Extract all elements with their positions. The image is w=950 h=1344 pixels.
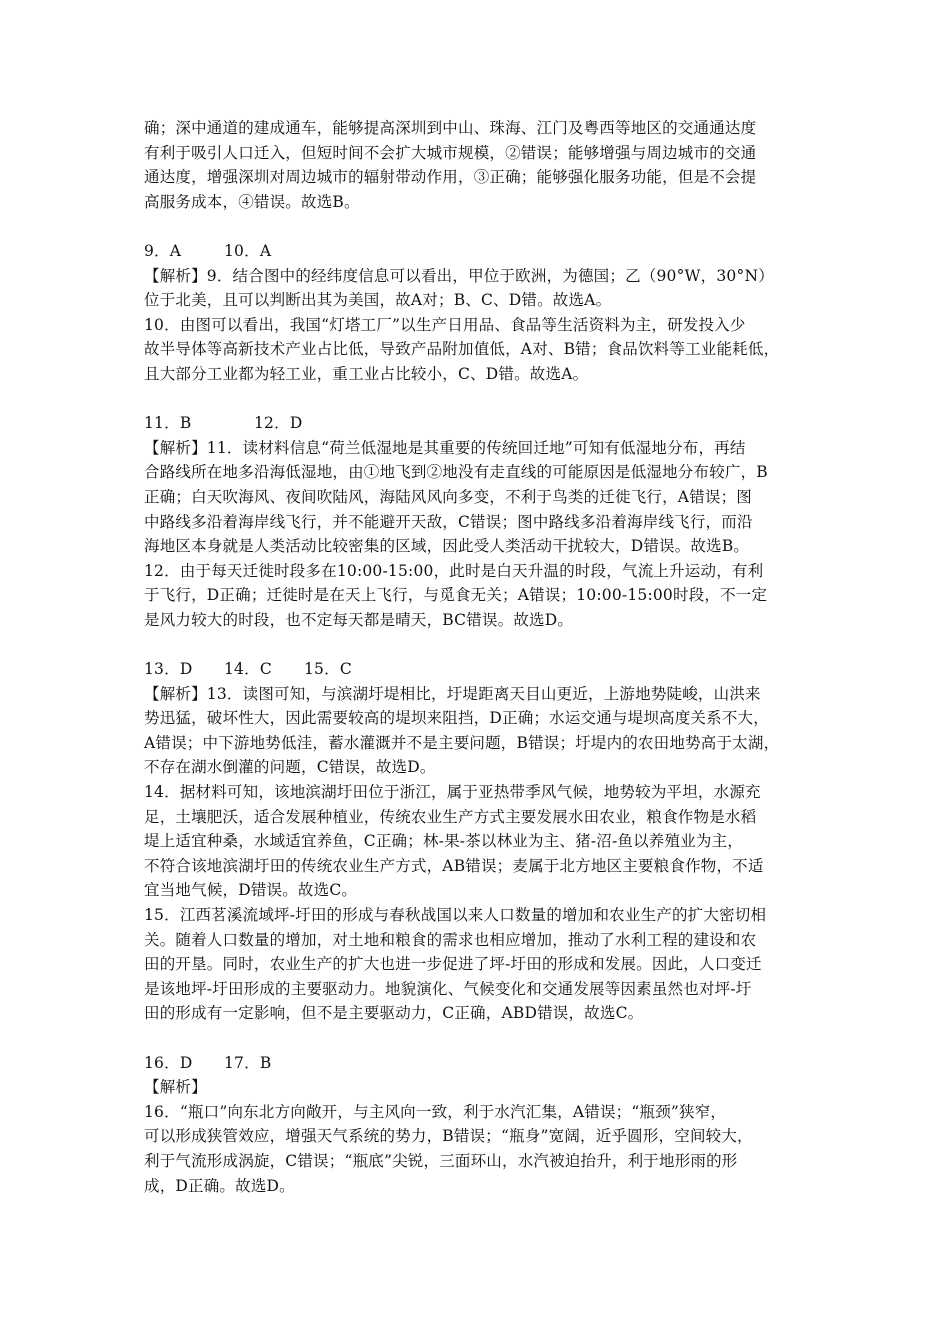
answer-17: 17．B bbox=[224, 1053, 272, 1072]
paragraph-block-1 bbox=[144, 116, 824, 214]
text-line: 10．由图可以看出，我国“灯塔工厂”以生产日用品、食品等生活资料为主，研发投入少 bbox=[144, 315, 746, 334]
answer-block-13-15 bbox=[144, 657, 824, 1026]
answer-block-16-17 bbox=[144, 1051, 824, 1199]
answer-key-line bbox=[144, 657, 824, 682]
answer-block-11-12 bbox=[144, 411, 824, 632]
answer-14: 14．C bbox=[224, 660, 272, 679]
text-line: 合路线所在地多沿海低湿地，由①地飞到②地没有走直线的可能原因是低湿地分布较广，B bbox=[144, 463, 768, 482]
text-line: 故半导体等高新技术产业占比低，导致产品附加值低，A对、B错；食品饮料等工业能耗低， bbox=[144, 340, 780, 359]
text-line: 可以形成狭管效应，增强天气系统的势力，B错误；“瓶身”宽阔，近乎圆形，空间较大， bbox=[144, 1127, 753, 1146]
text-line: 确；深中通道的建成通车，能够提高深圳到中山、珠海、江门及粤西等地区的交通通达度 bbox=[144, 119, 757, 137]
text-line: 是风力较大的时段，也不定每天都是晴天，BC错误。故选D。 bbox=[144, 610, 574, 629]
text-line: 12．由于每天迁徙时段多在10:00-15:00，此时是白天升温的时段，气流上升运动，有利 bbox=[144, 561, 764, 580]
answer-12: 12．D bbox=[254, 414, 303, 433]
text-line: 不存在湖水倒灌的问题，C错误，故选D。 bbox=[144, 758, 436, 777]
text-line: 成，D正确。故选D。 bbox=[144, 1176, 295, 1195]
text-line: 田的开垦。同时，农业生产的扩大也进一步促进了坪-圩田的形成和发展。因此，人口变迁 bbox=[144, 955, 762, 974]
answer-15: 15．C bbox=[304, 660, 352, 679]
answer-9: 9．A bbox=[144, 241, 182, 260]
text-line: A错误；中下游地势低洼，蓄水灌溉并不是主要问题，B错误；圩堤内的农田地势高于太湖， bbox=[144, 733, 780, 752]
text-line: 有利于吸引人口迁入，但短时间不会扩大城市规模，②错误；能够增强与周边城市的交通 bbox=[144, 143, 757, 162]
spacer bbox=[144, 632, 824, 657]
answer-block-9-10 bbox=[144, 239, 824, 387]
text-line: 势迅猛，破坏性大，因此需要较高的堤坝来阻挡，D正确；水运交通与堤坝高度关系不大， bbox=[144, 709, 769, 728]
text-line: 正确；白天吹海风、夜间吹陆风，海陆风风向多变，不利于鸟类的迁徙飞行，A错误；图 bbox=[144, 487, 752, 506]
text-line: 【解析】11．读材料信息“荷兰低湿地是其重要的传统回迁地”可知有低湿地分布，再结 bbox=[144, 438, 746, 457]
text-line: 不符合该地滨湖圩田的传统农业生产方式，AB错误；麦属于北方地区主要粮食作物，不适 bbox=[144, 856, 764, 875]
answer-11: 11．B bbox=[144, 414, 192, 433]
spacer bbox=[144, 1026, 824, 1051]
text-line: 【解析】13．读图可知，与滨湖圩堤相比，圩堤距离天目山更近，上游地势陡峻，山洪来 bbox=[144, 684, 761, 703]
text-line: 海地区本身就是人类活动比较密集的区域，因此受人类活动干扰较大，D错误。故选B。 bbox=[144, 537, 750, 556]
text-line: 且大部分工业都为轻工业，重工业占比较小，C、D错。故选A。 bbox=[144, 364, 589, 383]
answer-key-line bbox=[144, 1051, 824, 1076]
text-line: 通达度，增强深圳对周边城市的辐射带动作用，③正确；能够强化服务功能，但是不会提 bbox=[144, 168, 757, 187]
text-line: 堤上适宜种桑，水域适宜养鱼，C正确；林-果-茶以林业为主、猪-沼-鱼以养殖业为主， bbox=[144, 832, 744, 851]
spacer bbox=[144, 214, 824, 239]
text-line: 15．江西茗溪流域坪-圩田的形成与春秋战国以来人口数量的增加和农业生产的扩大密切相 bbox=[144, 906, 767, 924]
answer-10: 10．A bbox=[224, 241, 272, 260]
text-line: 中路线多沿着海岸线飞行，并不能避开天敌，C错误；图中路线多沿着海岸线飞行，而沿 bbox=[144, 512, 753, 531]
text-line: 16．“瓶口”向东北方向敞开，与主风向一致，利于水汽汇集，A错误；“瓶颈”狭窄， bbox=[144, 1102, 727, 1121]
answer-13: 13．D bbox=[144, 660, 193, 679]
spacer bbox=[144, 387, 824, 412]
answer-16: 16．D bbox=[144, 1053, 193, 1072]
answer-key-line bbox=[144, 239, 824, 264]
text-line: 田的形成有一定影响，但不是主要驱动力，C正确，ABD错误，故选C。 bbox=[144, 1004, 644, 1023]
text-line: 【解析】9．结合图中的经纬度信息可以看出，甲位于欧洲，为德国；乙（90°W，30°N） bbox=[144, 266, 774, 285]
document-page bbox=[144, 116, 824, 1198]
text-line: 宜当地气候，D错误。故选C。 bbox=[144, 881, 358, 900]
text-line: 高服务成本，④错误。故选B。 bbox=[144, 192, 360, 211]
text-line: 关。随着人口数量的增加，对土地和粮食的需求也相应增加，推动了水利工程的建设和农 bbox=[144, 930, 757, 949]
text-line: 是该地坪-圩田形成的主要驱动力。地貌演化、气候变化和交通发展等因素虽然也对坪-圩 bbox=[144, 979, 752, 998]
text-line: 于飞行，D正确；迁徙时是在天上飞行，与觅食无关；A错误；10:00-15:00时段，不一定 bbox=[144, 586, 768, 605]
answer-key-line bbox=[144, 411, 824, 436]
text-line: 【解析】 bbox=[144, 1078, 207, 1097]
text-line: 位于北美，且可以判断出其为美国，故A对；B、C、D错。故选A。 bbox=[144, 291, 612, 310]
text-line: 足，土壤肥沃，适合发展种植业，传统农业生产方式主要发展水田农业，粮食作物是水稻 bbox=[144, 807, 757, 826]
text-line: 利于气流形成涡旋，C错误；“瓶底”尖锐，三面环山，水汽被迫抬升，利于地形雨的形 bbox=[144, 1151, 738, 1170]
text-line: 14．据材料可知，该地滨湖圩田位于浙江，属于亚热带季风气候，地势较为平坦，水源充 bbox=[144, 783, 761, 802]
